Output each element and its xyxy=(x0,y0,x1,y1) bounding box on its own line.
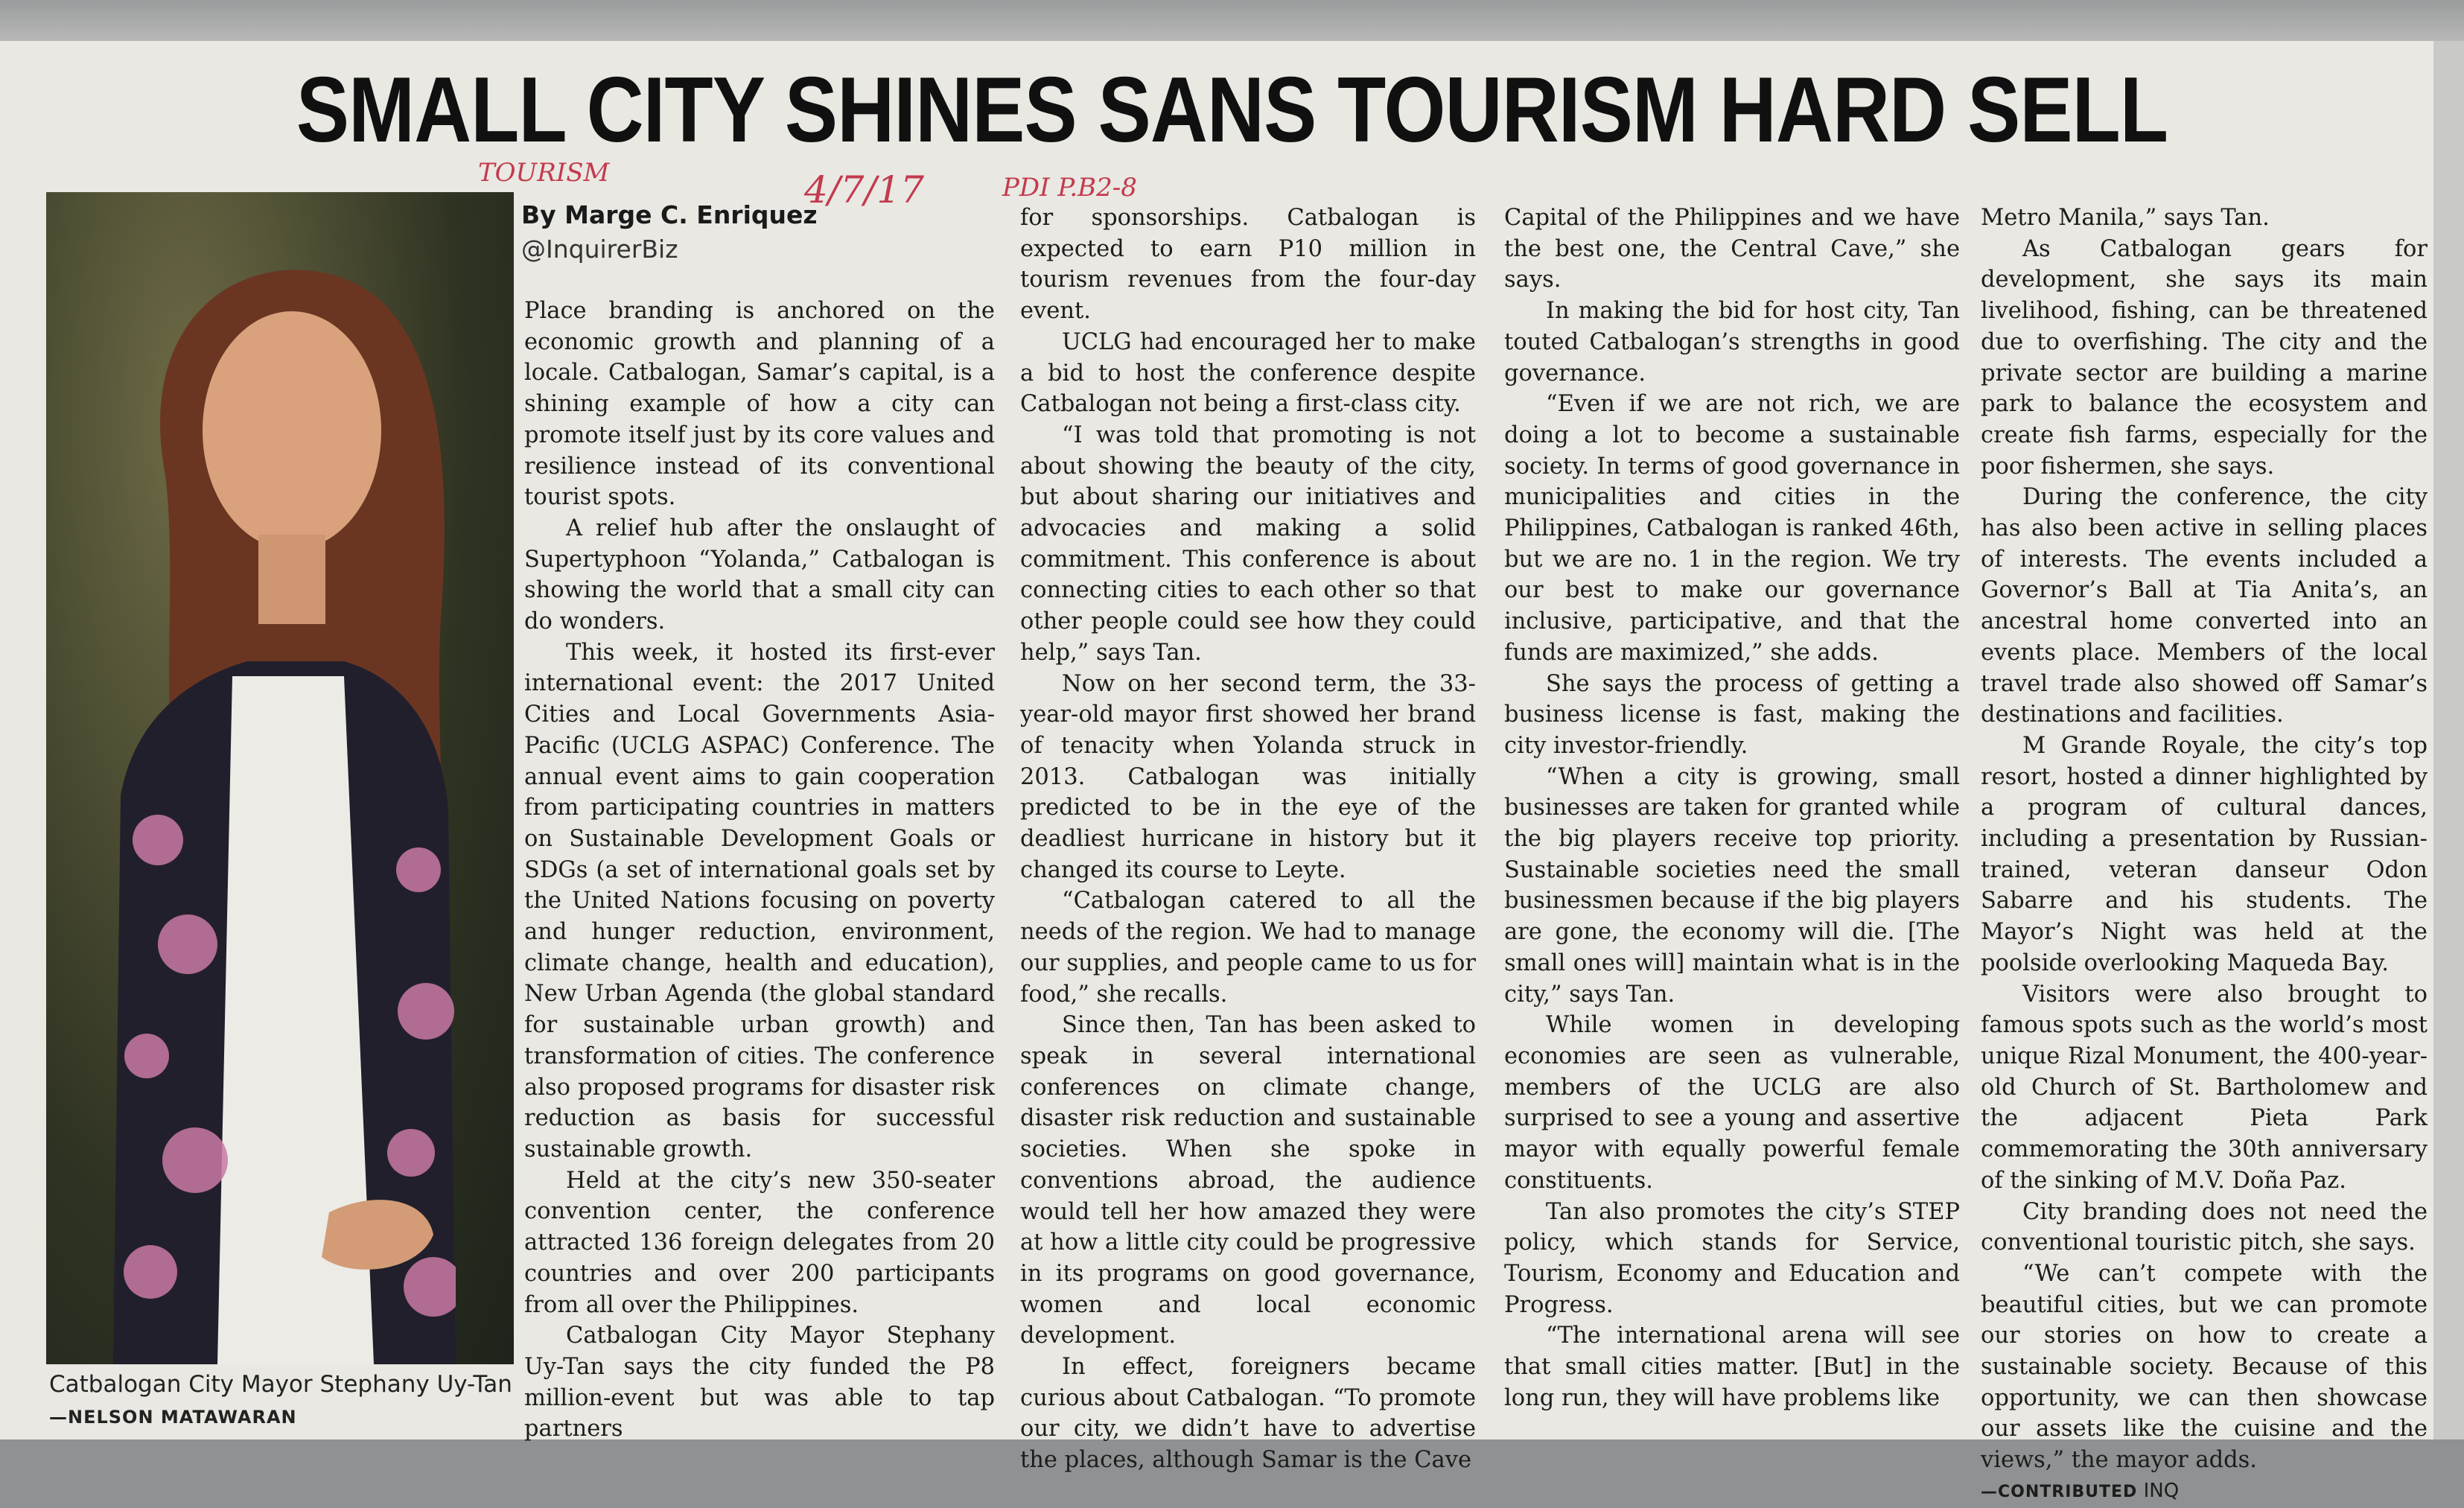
article-signoff xyxy=(1981,1476,2428,1508)
paragraph: Visitors were also brought to famous spots such as the world’s most unique Rizal Monument, the 400-year-old Church of St. Bartholomew and the adjacent Pieta Park commemorating the 30th anniversary of the sinking of M.V. Doña Paz. xyxy=(1981,981,2428,1194)
paragraph: City branding does not need the conventional touristic pitch, she says. xyxy=(1981,1198,2428,1256)
paragraph: Now on her second term, the 33-year-old mayor first showed her brand of tenacity when Yolanda struck in 2013. Catbalogan was initially predicted to be in the eye of the deadliest hurricane in history but it changed its course to Leyte. xyxy=(1020,670,1476,883)
face xyxy=(203,311,381,550)
paragraph: “When a city is growing, small businesses are taken for granted while the big players receive top priority. Sustainable societies need the small businessmen because if the big players are gone, the economy will die. [The small ones will] maintain what is in the city,” says Tan. xyxy=(1504,763,1960,1008)
portrait-illustration xyxy=(106,229,456,1364)
author-name: By Marge C. Enriquez xyxy=(521,200,818,229)
handwritten-date-note: 4/7/17 xyxy=(804,168,924,211)
paragraph: “The international arena will see that small cities matter. [But] in the long run, they will have problems like xyxy=(1504,1323,1960,1411)
paragraph: UCLG had encouraged her to make a bid to host the conference despite Catbalogan not being a first-class city. xyxy=(1020,328,1476,418)
paragraph: A relief hub after the onslaught of Supertyphoon “Yolanda,” Catbalogan is showing the world that a small city can do wonders. xyxy=(524,515,995,635)
paragraph: “We can’t compete with the beautiful cities, but we can promote our stories on how to create a sustainable society. Because of this opportunity, we can then showcase our assets like the cuisine and the views,” the mayor adds. xyxy=(1981,1260,2428,1474)
scan-background xyxy=(0,0,2464,41)
paragraph: M Grande Royale, the city’s top resort, hosted a dinner highlighted by a program of cultural dances, including a presentation by Russian-trained, veteran danseur Odon Sabarre and his students. The Mayor’s Night was held at the poolside overlooking Maqueda Bay. xyxy=(1981,732,2428,976)
paragraph: Place branding is anchored on the economic growth and planning of a locale. Catbalogan, Samar’s capital, is a shining example of how a city can promote itself just by its core values and resilience instead of its conventional tourist spots. xyxy=(524,298,995,511)
headline: SMALL CITY SHINES SANS TOURISM HARD SELL xyxy=(296,59,2168,162)
photo-caption xyxy=(49,1369,518,1433)
paragraph: Since then, Tan has been asked to speak in several international conferences on climate change, disaster risk reduction and sustainable societies. When she spoke in conventions abroad, the audience would tell her how amazed they were at how a little city could be progressive in its programs on good governance, women and local economic development. xyxy=(1020,1012,1476,1349)
paragraph: “Catbalogan catered to all the needs of the region. We had to manage our supplies, and people came to us for food,” she recalls. xyxy=(1020,888,1476,1008)
paragraph: While women in developing economies are seen as vulnerable, members of the UCLG are also surprised to see a young and assertive mayor with equally powerful female constituents. xyxy=(1504,1012,1960,1194)
paragraph: Capital of the Philippines and we have the best one, the Central Cave,” she says. xyxy=(1504,205,1960,293)
paragraph: In making the bid for host city, Tan touted Catbalogan’s strengths in good governance. xyxy=(1504,298,1960,386)
paragraph: Held at the city’s new 350-seater convention center, the conference attracted 136 foreign delegates from 20 countries and over 200 participants from all over the Philippines. xyxy=(524,1167,995,1318)
source-label: INQ xyxy=(2143,1479,2180,1502)
article-column-2 xyxy=(1020,203,1476,1476)
article-column-1 xyxy=(524,296,995,1445)
contributed-label: —CONTRIBUTED xyxy=(1981,1482,2138,1501)
scan-edge xyxy=(2433,41,2464,1439)
paragraph: “I was told that promoting is not about showing the beauty of the city, but about sharing our initiatives and advocacies and making a solid commitment. This conference is about connecting cities to each other so that other people could see how they could help,” says Tan. xyxy=(1020,421,1476,666)
paragraph: “Even if we are not rich, we are doing a lot to become a sustainable society. In terms of good governance in municipalities and cities in the Philippines, Catbalogan is ranked 46th, but we are no. 1 in the region. We try our best to make our governance inclusive, participative, and that the funds are maximized,” she adds. xyxy=(1504,391,1960,666)
paragraph: In effect, foreigners became curious about Catbalogan. “To promote our city, we didn’t have to advertise the places, although Samar is the Cave xyxy=(1020,1354,1476,1474)
handwritten-page-note: PDI P.B2-8 xyxy=(1002,173,1137,203)
paragraph: She says the process of getting a business license is fast, making the city investor-friendly. xyxy=(1504,670,1960,759)
paragraph: As Catbalogan gears for development, she says its main livelihood, fishing, can be threatened due to overfishing. The city and the private sector are building a marine park to balance the ecosystem and create fish farms, especially for the poor fishermen, she says. xyxy=(1981,235,2428,480)
paragraph: During the conference, the city has also been active in selling places of interests. The events included a Governor’s Ball at Tia Anita’s, an ancestral home converted into an events place. Members of the local travel trade also showed off Samar’s destinations and facilities. xyxy=(1981,484,2428,728)
byline xyxy=(521,198,998,267)
article-column-3 xyxy=(1504,203,1960,1413)
caption-text: Catbalogan City Mayor Stephany Uy-Tan xyxy=(49,1371,512,1398)
handwritten-section-note: TOURISM xyxy=(478,158,610,188)
paragraph: This week, it hosted its first-ever international event: the 2017 United Cities and Local Governments Asia-Pacific (UCLG ASPAC) Conference. The annual event aims to gain cooperation from participating countries in matters on Sustainable Development Goals or SDGs (a set of international goals set by the United Nations focusing on poverty and hunger reduction, environment, climate change, health and education), New Urban Agenda (the global standard for sustainable urban growth) and transformation of cities. The conference also proposed programs for disaster risk reduction as basis for successful sustainable growth. xyxy=(524,639,995,1162)
author-handle: @InquirerBiz xyxy=(521,235,678,264)
paragraph: for sponsorships. Catbalogan is expected to earn P10 million in tourism revenues from the four-day event. xyxy=(1020,205,1476,325)
paragraph: Metro Manila,” says Tan. xyxy=(1981,205,2270,231)
photo-credit: —NELSON MATAWARAN xyxy=(49,1407,297,1428)
paragraph: Tan also promotes the city’s STEP policy, which stands for Service, Tourism, Economy and Education and Progress. xyxy=(1504,1198,1960,1318)
neck xyxy=(258,535,325,624)
paragraph: Catbalogan City Mayor Stephany Uy-Tan says the city funded the P8 million-event but was able to tap partners xyxy=(524,1323,995,1442)
mayor-photo xyxy=(46,192,514,1364)
article-column-4 xyxy=(1981,203,2428,1508)
